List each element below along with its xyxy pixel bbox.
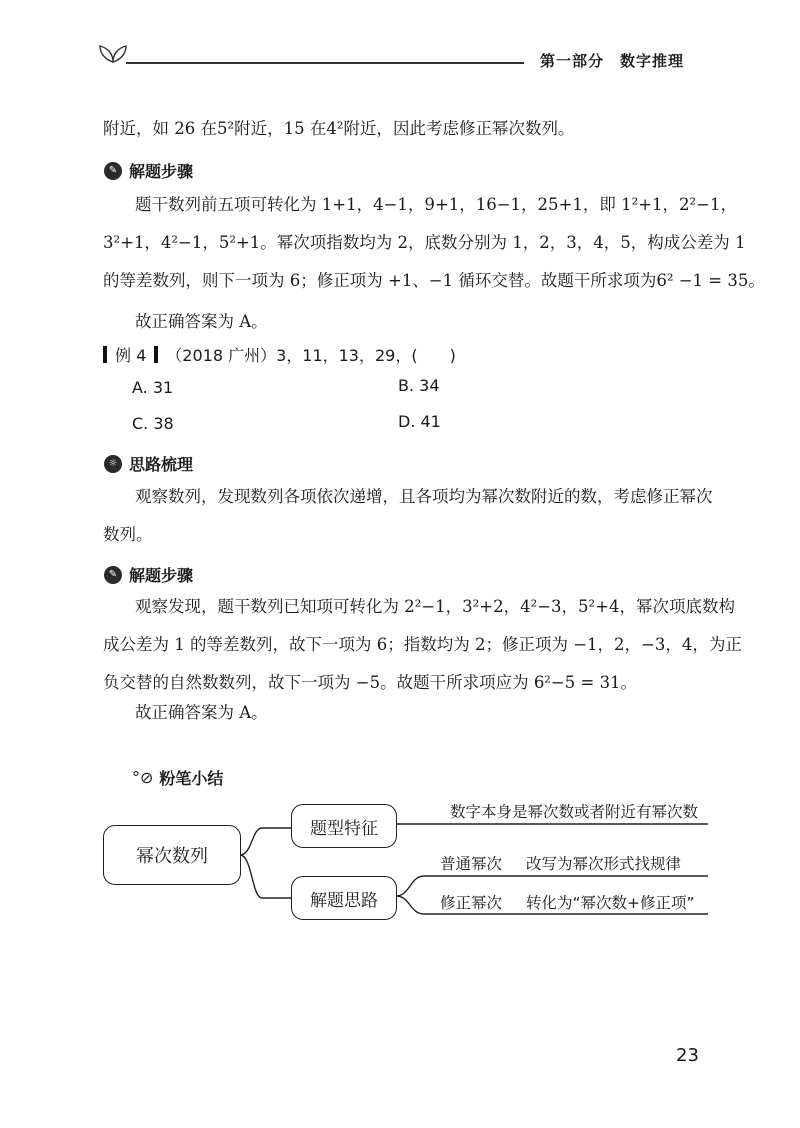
leaf-regular-power-key: 普通幂次 <box>440 855 503 873</box>
chalk-icon: °⊘ <box>132 768 154 787</box>
option-b: B. 34 <box>398 376 440 395</box>
mindmap-branch-approach: 解题思路 <box>291 876 397 920</box>
pencil-icon: ✎ <box>104 566 122 584</box>
example-question: （2018 广州）3，11，13，29，( ) <box>166 346 456 365</box>
intro-paragraph: 附近，如 26 在5²附近，15 在4²附近，因此考虑修正幂次数列。 <box>103 119 575 138</box>
steps2-line-2: 成公差为 1 的等差数列，故下一项为 6；指数均为 2；修正项为 −1，2，−3，4，为正 <box>103 635 742 654</box>
header-section-title: 第一部分 数字推理 <box>540 52 685 70</box>
page-number: 23 <box>676 1045 699 1066</box>
option-d: D. 41 <box>398 412 441 431</box>
steps2-answer: 故正确答案为 A。 <box>135 703 268 722</box>
steps1-line-3: 的等差数列，则下一项为 6；修正项为 +1、−1 循环交替。故题干所求项为6² −1 = 35。 <box>103 271 765 290</box>
thinking-line-2: 数列。 <box>103 525 153 544</box>
steps1-line-2: 3²+1，4²−1，5²+1。幂次项指数均为 2，底数分别为 1，2，3，4，5，构成公差为 1 <box>103 233 746 252</box>
thinking-line-1: 观察数列，发现数列各项依次递增，且各项均为幂次数附近的数，考虑修正幂次 <box>135 487 713 506</box>
steps2-line-1: 观察发现，题干数列已知项可转化为 2²−1，3²+2，4²−3，5²+4，幂次项底数构 <box>135 597 735 616</box>
leaf-regular-power-value: 改写为幂次形式找规律 <box>526 855 682 873</box>
leaf-modified-power-key: 修正幂次 <box>440 894 503 912</box>
example-label: 例 4 <box>115 346 147 365</box>
summary-heading: °⊘ 粉笔小结 <box>132 768 224 788</box>
option-a: A. 31 <box>132 378 174 397</box>
steps-heading-1: ✎ 解题步骤 <box>104 159 193 182</box>
mindmap-branch-features: 题型特征 <box>291 804 397 848</box>
steps1-answer: 故正确答案为 A。 <box>135 312 268 331</box>
steps-heading-2: ✎ 解题步骤 <box>104 563 193 586</box>
thinking-heading: ☼ 思路梳理 <box>104 452 193 475</box>
option-c: C. 38 <box>132 414 174 433</box>
lightbulb-icon: ☼ <box>104 455 122 473</box>
leaf-features-text: 数字本身是幂次数或者附近有幂次数 <box>450 803 699 821</box>
leaf-modified-power-value: 转化为“幂次数+修正项” <box>526 894 695 912</box>
steps2-line-3: 负交替的自然数数列，故下一项为 −5。故题干所求项应为 6²−5 = 31。 <box>103 673 638 692</box>
pencil-icon: ✎ <box>104 162 122 180</box>
mindmap-root: 幂次数列 <box>103 825 241 885</box>
steps1-line-1: 题干数列前五项可转化为 1+1，4−1，9+1，16−1，25+1，即 1²+1，2²−1， <box>135 195 737 214</box>
